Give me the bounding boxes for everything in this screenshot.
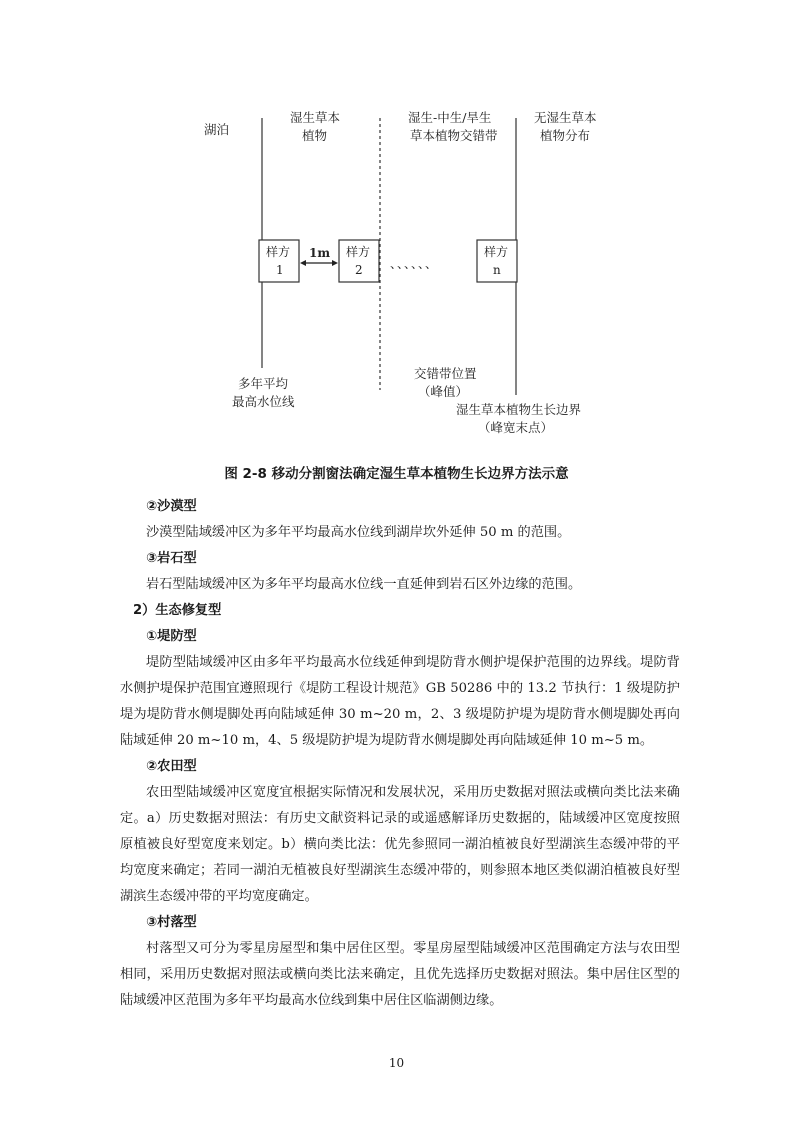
label-wet-1: 湿生草本 xyxy=(290,110,341,125)
spacing-label: 1m xyxy=(309,246,331,260)
figure-caption: 图 2-8 移动分割窗法确定湿生草本植物生长边界方法示意 xyxy=(224,466,569,482)
label-peak-2: （峰值） xyxy=(418,384,469,399)
arrow-head-right xyxy=(332,260,338,266)
paragraph-village: 村落型又可分为零星房屋型和集中居住区型。零星房屋型陆域缓冲区范围确定方法与农田型相同，采用历史数据对照法或横向类比法来确定，且优先选择历史数据对照法。集中居住区型的陆域缓冲区范围为多年平均最高水位线到集中居住区临湖侧边缘。 xyxy=(120,941,680,1008)
paragraph-farmland: 农田型陆域缓冲区宽度宜根据实际情况和发展状况，采用历史数据对照法或横向类比法来确定。a）历史数据对照法：有历史文献资料记录的或遥感解译历史数据的，陆域缓冲区宽度按照原植被良好型宽度来划定。b）横向类比法：优先参照同一湖泊植被良好型湖滨生态缓冲带的平均宽度来确定；若同一湖泊无植被良好型湖滨生态缓冲带的，则参照本地区类似湖泊植被良好型湖滨生态缓冲带的平均宽度确定。 xyxy=(120,785,680,904)
label-boundary-2: （峰宽末点） xyxy=(478,420,554,435)
plot-2-num: 2 xyxy=(355,263,363,277)
label-peak-1: 交错带位置 xyxy=(414,366,477,381)
label-ecotone-2: 草本植物交错带 xyxy=(410,128,498,143)
heading-levee: ①堤防型 xyxy=(146,629,197,644)
heading-rock: ③岩石型 xyxy=(146,551,197,566)
plot-1-num: 1 xyxy=(276,263,284,277)
label-water-2: 最高水位线 xyxy=(232,394,295,409)
label-none-2: 植物分布 xyxy=(540,128,591,143)
paragraph-desert: 沙漠型陆域缓冲区为多年平均最高水位线到湖岸坎外延伸 50 m 的范围。 xyxy=(146,525,571,540)
heading-restoration: 2）生态修复型 xyxy=(133,603,222,618)
plot-n-num: n xyxy=(493,263,501,277)
plot-1-label: 样方 xyxy=(266,245,291,259)
label-wet-2: 植物 xyxy=(302,128,328,143)
label-boundary-1: 湿生草本植物生长边界 xyxy=(456,402,582,417)
label-water-1: 多年平均 xyxy=(238,376,289,391)
body-text xyxy=(120,494,680,1014)
paragraph-rock: 岩石型陆域缓冲区为多年平均最高水位线一直延伸到岩石区外边缘的范围。 xyxy=(146,577,582,592)
heading-farmland: ②农田型 xyxy=(146,759,197,774)
arrow-head-left xyxy=(300,260,306,266)
label-none-1: 无湿生草本 xyxy=(534,110,597,125)
label-ecotone-1: 湿生-中生/旱生 xyxy=(408,110,492,125)
plot-n-label: 样方 xyxy=(484,245,509,259)
paragraph-levee: 堤防型陆域缓冲区由多年平均最高水位线延伸到堤防背水侧护堤保护范围的边界线。堤防背水侧护堤保护范围宜遵照现行《堤防工程设计规范》GB 50286 中的 13.2 节执行：1 级堤防护堤为堤防背水侧堤脚处再向陆域延伸 30 m~20 m，2、3 级堤防护堤为堤防背水侧堤脚处再向陆域延伸 20 m~10 m，4、5 级堤防护堤为堤防背水侧堤脚处再向陆域延伸 10 m~5 m。 xyxy=(120,655,680,748)
label-lake: 湖泊 xyxy=(204,122,230,137)
plot-ellipsis: 、、、、、、 xyxy=(390,257,439,271)
heading-village: ③村落型 xyxy=(146,915,197,930)
buffer-zone-diagram xyxy=(0,0,793,460)
heading-desert: ②沙漠型 xyxy=(146,499,197,514)
plot-2-label: 样方 xyxy=(346,245,371,259)
page-number: 10 xyxy=(388,1056,405,1070)
